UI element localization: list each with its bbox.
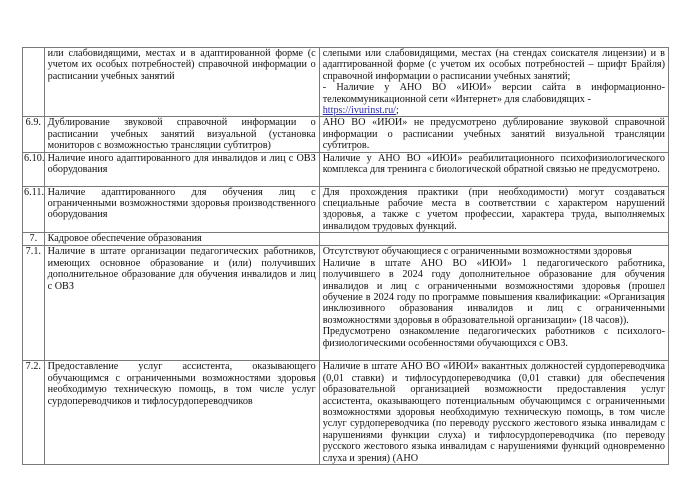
requirement-cell: Наличие в штате организации педагогических работников, имеющих основное образование и (или) получивших дополнительное образование для обучения инвалидов и лиц с ОВЗ [44, 246, 319, 361]
row-number: 7.1. [23, 246, 45, 361]
website-link[interactable]: https://ivurinst.ru/ [322, 105, 397, 117]
section-title: Кадровое обеспечение образования [44, 233, 319, 246]
status-text: слепыми или слабовидящими, местах (на стендах соискателя лицензии) и в адаптированной форме (с учетом их особых потребностей – шрифт Брайля) справочной информации о расписании учебных занятий; [322, 48, 665, 82]
requirement-cell: или слабовидящими, местах и в адаптированной форме (с учетом их особых потребностей) справочной информации о расписании учебных занятий [44, 48, 319, 117]
accessibility-table [22, 47, 669, 465]
row-number: 6.9. [23, 117, 45, 152]
table-row [23, 117, 669, 152]
status-link-line [323, 105, 665, 116]
status-text: - Наличие у АНО ВО «ИЮИ» версии сайта в информационно-телекоммуникационной сети «Интернет» для слабовидящих - [322, 82, 665, 105]
status-paragraph: Наличие в штате АНО ВО «ИЮИ» 1 педагогического работника, получившего в 2024 году дополнительное образование для обучения инвалидов и лиц с ограниченными возможностями здоровья (прошел обучение в 2024 году по программе повышения квалификации: «Организация инклюзивного образования инвалидов и лиц с ограниченными возможностями здоровья в образовательной организации» (18 часов)). [322, 257, 665, 326]
table-row [23, 186, 669, 233]
status-cell [319, 246, 668, 361]
requirement-cell: Наличие адаптированного для обучения лиц с ограниченными возможностями здоровья производственного оборудования [44, 186, 319, 233]
status-cell: Наличие в штате АНО ВО «ИЮИ» вакантных должностей сурдопереводчика (0,01 ставки) и тифлосурдопереводчика (0,01 ставки) для обеспечения образовательной организацией возможности предоставления услуг ассистента, оказывающего потенциальным обучающимся с ограниченными возможностями здоровья необходимую техническую помощь, в том числе услуг сурдопереводчика (по переводу русского жестового языка инвалидам с нарушениями функции слуха) и тифлосурдопереводчика (по переводу русского жестового языка инвалидам с нарушениями функций одновременно слуха и зрения) (АНО [319, 361, 668, 465]
row-number [23, 48, 45, 117]
table-row [23, 361, 669, 465]
table-row [23, 246, 669, 361]
section-row [23, 233, 669, 246]
status-cell: Для прохождения практики (при необходимости) могут создаваться специальные рабочие места в соответствии с характером нарушений здоровья, а также с учетом профессии, характера труда, выполняемых инвалидом трудовых функций. [319, 186, 668, 233]
requirement-cell: Дублирование звуковой справочной информации о расписании учебных занятий визуальной (установка мониторов с возможностью трансляции субтитров) [44, 117, 319, 152]
row-number: 6.10. [23, 152, 45, 186]
row-number: 7.2. [23, 361, 45, 465]
status-cell: АНО ВО «ИЮИ» не предусмотрено дублирование звуковой справочной информации о расписании учебных занятий визуальной трансляции субтитров. [319, 117, 668, 152]
requirement-cell: Наличие иного адаптированного для инвалидов и лиц с ОВЗ оборудования [44, 152, 319, 186]
status-paragraph: Предусмотрено ознакомление педагогических работников с психолого-физиологическими особенностями обучающихся с ОВЗ. [322, 326, 665, 349]
status-paragraph: Отсутствуют обучающиеся с ограниченными возможностями здоровья [322, 246, 632, 258]
table-row [23, 48, 669, 117]
table-row [23, 152, 669, 186]
link-suffix: ; [396, 105, 399, 117]
requirement-cell: Предоставление услуг ассистента, оказывающего обучающимся с ограниченными возможностями здоровья необходимую техническую помощь, в том числе услуг сурдопереводчиков и тифлосурдопереводчиков [44, 361, 319, 465]
status-cell [319, 233, 668, 246]
status-cell [319, 48, 668, 117]
row-number: 6.11. [23, 186, 45, 233]
row-number: 7. [23, 233, 45, 246]
status-cell: Наличие у АНО ВО «ИЮИ» реабилитационного психофизиологического комплекса для тренинга с биологической обратной связью не предусмотрено. [319, 152, 668, 186]
